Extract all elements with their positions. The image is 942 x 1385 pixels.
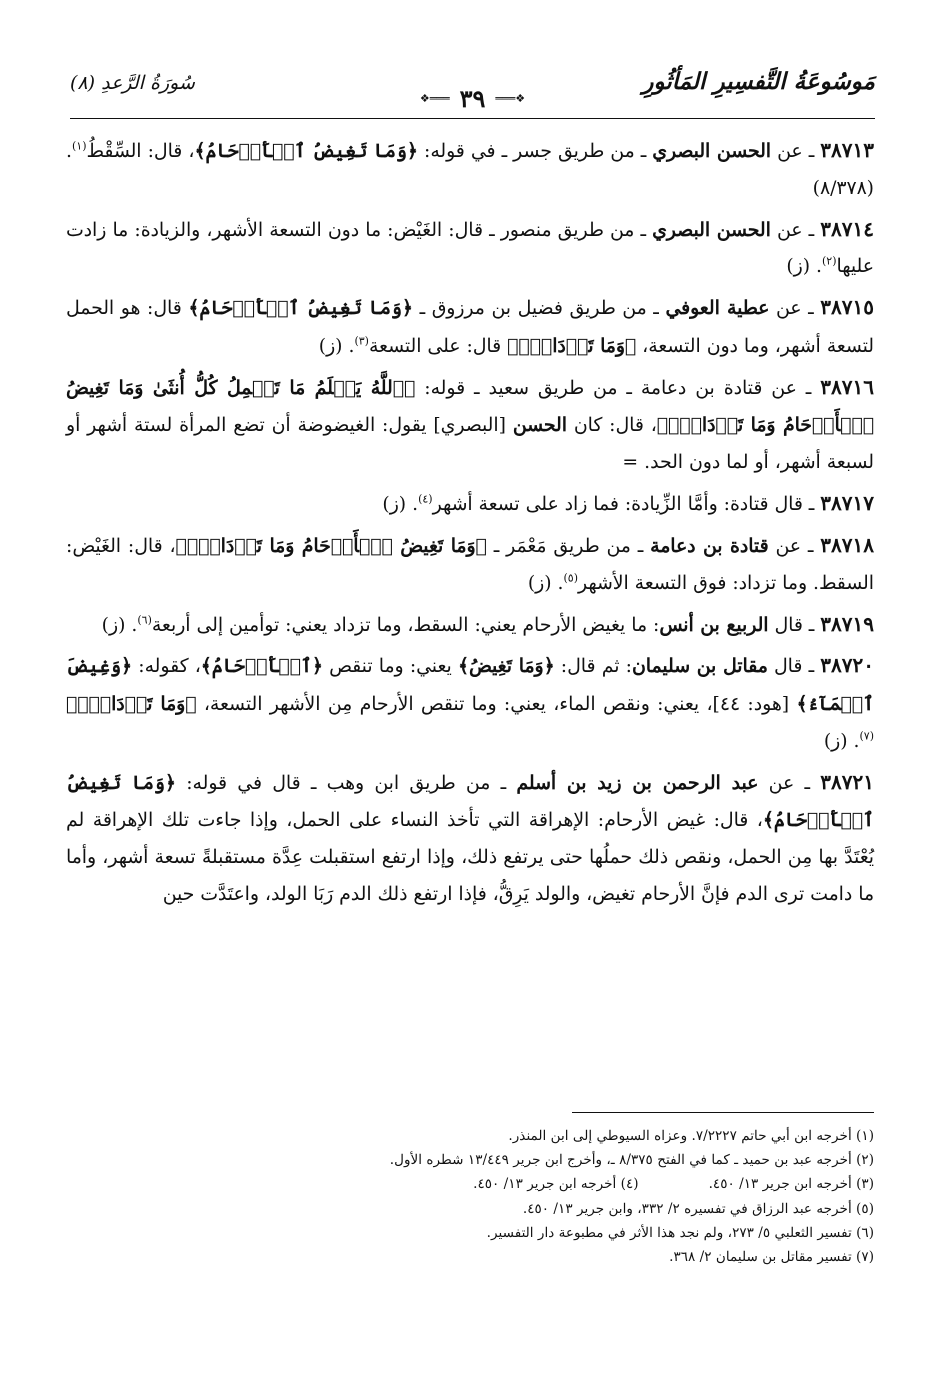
entry-text: ـ عن: [758, 772, 821, 794]
entry-number: ٣٨٧٢٠: [820, 653, 875, 678]
entry-number: ٣٨٧١٤: [820, 216, 874, 241]
entry-text: . (ز): [318, 335, 355, 357]
entry-text: ـ من طريق مَعْمَر ـ: [486, 535, 651, 557]
entry-text: . (ز): [823, 730, 860, 752]
entry-number: ٣٨٧٢١: [820, 769, 874, 794]
quran-verse: ﴿وَغِيضَ ٱلۡمَآءُ﴾: [66, 655, 875, 716]
entry-text: . (٨/٣٧٨): [66, 141, 874, 199]
entry-text: ـ قال: [768, 614, 821, 636]
narrator-name: الربيع بن أنس: [659, 613, 769, 636]
entry-text: ، قال: كان: [566, 415, 657, 437]
entry-text: . (ز): [382, 494, 419, 516]
footnote-ref[interactable]: (٥): [563, 571, 578, 585]
entry-text: ـ قال قتادة: وأمَّا الزِّيادة: فما زاد على تسعة أشهر: [432, 494, 821, 516]
narrator-name: الحسن البصري: [652, 218, 771, 241]
header-divider: [70, 118, 875, 119]
quran-verse: ﴿ٱلۡأَرۡحَامُ﴾: [200, 655, 323, 678]
entry-text: ـ من طريق فضيل بن مرزوق ـ: [412, 298, 666, 320]
footnote-7: (٧) تفسير مقاتل بن سليمان ٢/ ٣٦٨.: [669, 1249, 874, 1266]
entry-number: ٣٨٧١٣: [820, 138, 875, 162]
footnote-3: (٣) أخرجه ابن جرير ١٣/ ٤٥٠.: [708, 1176, 874, 1193]
footnotes: [66, 1124, 874, 1269]
entry-38721: [66, 764, 874, 914]
entry-text: يعني: وما تنقص: [322, 656, 458, 678]
entry-number: ٣٨٧١٥: [820, 295, 875, 320]
narrator-name: مقاتل بن سليمان: [631, 655, 768, 678]
ornament-left-icon: ❖═══: [495, 92, 526, 105]
entry-text: ـ من طريق منصور ـ قال: الغَيْض: ما دون التسعة الأشهر، والزيادة: ما زادت عليها: [66, 219, 874, 278]
footnote-ref[interactable]: (٢): [822, 255, 837, 269]
footnote-ref[interactable]: (٦): [137, 613, 152, 627]
entry-text: ، كقوله:: [132, 656, 201, 678]
entry-number: ٣٨٧١٦: [820, 374, 874, 399]
entry-text: : ما يغيض الأرحام يعني: السقط، وما تزداد يعني: توأمين إلى أربعة: [151, 614, 660, 636]
entry-text: ـ من طريق جسر ـ في قوله:: [417, 141, 653, 162]
entry-text: . (ز): [786, 256, 822, 278]
footnote-5: (٥) أخرجه عبد الرزاق في تفسيره ٢/ ٣٣٢، وابن جرير ١٣/ ٤٥٠.: [522, 1200, 874, 1217]
footnote-ref[interactable]: (٣): [354, 334, 369, 348]
entry-text: . (ز): [101, 614, 138, 636]
ornament-right-icon: ═══❖: [419, 92, 450, 105]
entry-text: ، قال: الغَيْض: السقط. وما تزداد: فوق التسعة الأشهر: [66, 535, 874, 594]
narrator-name: عطية العوفي: [665, 297, 770, 320]
quran-verse: ﴿وَمَا تَغِيضُ ٱلۡأَرۡحَامُ﴾: [188, 297, 413, 320]
footnote-1: (١) أخرجه ابن أبي حاتم ٧/٢٢٢٧. وعزاه السيوطي إلى ابن المنذر.: [508, 1128, 874, 1144]
entry-text: ـ من طريق ابن وهب ـ قال في قوله:: [175, 772, 517, 794]
entry-text: [هود: ٤٤]، يعني: ونقص الماء، يعني: وما تنقص الأرحام مِن الأشهر التسعة،: [196, 694, 797, 716]
quran-verse: ﴿وَمَا تَغِيضُ ٱلۡأَرۡحَامُ﴾: [194, 140, 418, 162]
quran-verse: ﴿ٱللَّهُ يَعۡلَمُ مَا تَحۡمِلُ كُلُّ أُنثَىٰ وَمَا تَغِيضُ ٱلۡأَرۡحَامُ وَمَا تَزۡدَادُۚ﴾: [66, 376, 874, 437]
narrator-name: قتادة بن دعامة: [650, 534, 769, 557]
entry-number: ٣٨٧١٧: [820, 491, 874, 516]
entry-text: ـ قال: [767, 656, 821, 678]
entry-text: . (ز): [527, 572, 564, 594]
quran-verse: ﴿وَمَا تَغِيضُ﴾: [457, 655, 555, 678]
footnote-divider: [572, 1112, 874, 1113]
entry-text: ، قال: السِّقْطُ: [86, 141, 195, 162]
entry-text: ـ عن: [770, 219, 821, 241]
entry-38717: [66, 485, 874, 524]
entry-38715: [66, 289, 874, 365]
entry-text: : ثم قال:: [554, 656, 632, 678]
entry-38713: [66, 132, 874, 207]
footnote-2: (٢) أخرجه عبد بن حميد ـ كما في الفتح ٨/٣٧٥ ـ، وأخرج ابن جرير ١٣/٤٤٩ شطره الأول.: [389, 1152, 874, 1169]
book-title: مَوسُوعَةُ التَّفسِيرِ المَأثُورِ: [642, 68, 875, 95]
quran-verse: ﴿وَمَا تَزۡدَادُۚ﴾: [507, 334, 637, 357]
entry-text: ـ عن: [768, 535, 821, 557]
narrator-name: عبد الرحمن بن زيد بن أسلم: [516, 771, 759, 794]
quran-verse: ﴿وَمَا تَغِيضُ ٱلۡأَرۡحَامُ وَمَا تَزۡدَادُۚ﴾: [175, 534, 487, 557]
entry-38718: [66, 527, 874, 602]
quran-verse: ﴿وَمَا تَزۡدَادُۚ﴾: [66, 693, 197, 716]
narrator-name: الحسن البصري: [652, 140, 772, 162]
footnote-ref[interactable]: (١): [71, 139, 87, 153]
entries-list: [66, 132, 874, 917]
entry-text: [البصري] يقول: الغيضوضة أن تضع المرأة لستة أشهر أو لسبعة أشهر، أو لما دون الحد. =: [66, 415, 874, 474]
entry-text: ـ عن: [771, 141, 821, 162]
entry-text: قال: هو الحمل لتسعة أشهر، وما دون التسعة،: [66, 298, 874, 357]
entry-number: ٣٨٧١٨: [820, 532, 874, 557]
entry-number: ٣٨٧١٩: [820, 611, 874, 636]
footnote-row-3-4: [66, 1172, 874, 1196]
page-number: ٣٩: [459, 84, 486, 113]
entry-38714: [66, 211, 874, 286]
surah-title: سُورَةُ الرَّعدِ (٨): [70, 72, 195, 94]
footnote-ref[interactable]: (٧): [859, 729, 874, 743]
entry-text: ـ عن: [769, 298, 821, 320]
entry-38716: [66, 369, 874, 482]
running-header: [70, 66, 875, 113]
entry-38719: [66, 606, 874, 645]
footnote-4: (٤) أخرجه ابن جرير ١٣/ ٤٥٠.: [473, 1176, 639, 1193]
narrator-name: الحسن: [512, 414, 567, 437]
entry-38720: [66, 647, 874, 760]
entry-text: قال: على التسعة: [368, 335, 508, 357]
entry-text: ، قال: غيض الأرحام: الإهراقة التي تأخذ النساء على الحمل، وإذا جاءت تلك الإهراقة لم يُعْتَدَّ بها مِن الحمل، ونقص ذلك حملُها حتى يرتفع ذلك، وإذا ارتفع استقبلت عِدَّة مستقبلةً تسعة أشهر، وأما ما دامت ترى الدم فإنَّ الأرحام تغيض، والولد يَرِقُّ، فإذا ارتفع ذلك الدم رَبَا الولد، واعتَدَّت حين: [66, 810, 874, 905]
entry-text: ـ عن قتادة بن دعامة ـ من طريق سعيد ـ قوله:: [415, 377, 821, 399]
footnote-ref[interactable]: (٤): [418, 492, 433, 506]
footnote-6: (٦) تفسير الثعلبي ٥/ ٢٧٣، ولم نجد هذا الأثر في مطبوعة دار التفسير.: [486, 1224, 874, 1241]
quran-verse: ﴿وَمَا تَغِيضُ ٱلۡأَرۡحَامُ﴾: [66, 771, 874, 832]
